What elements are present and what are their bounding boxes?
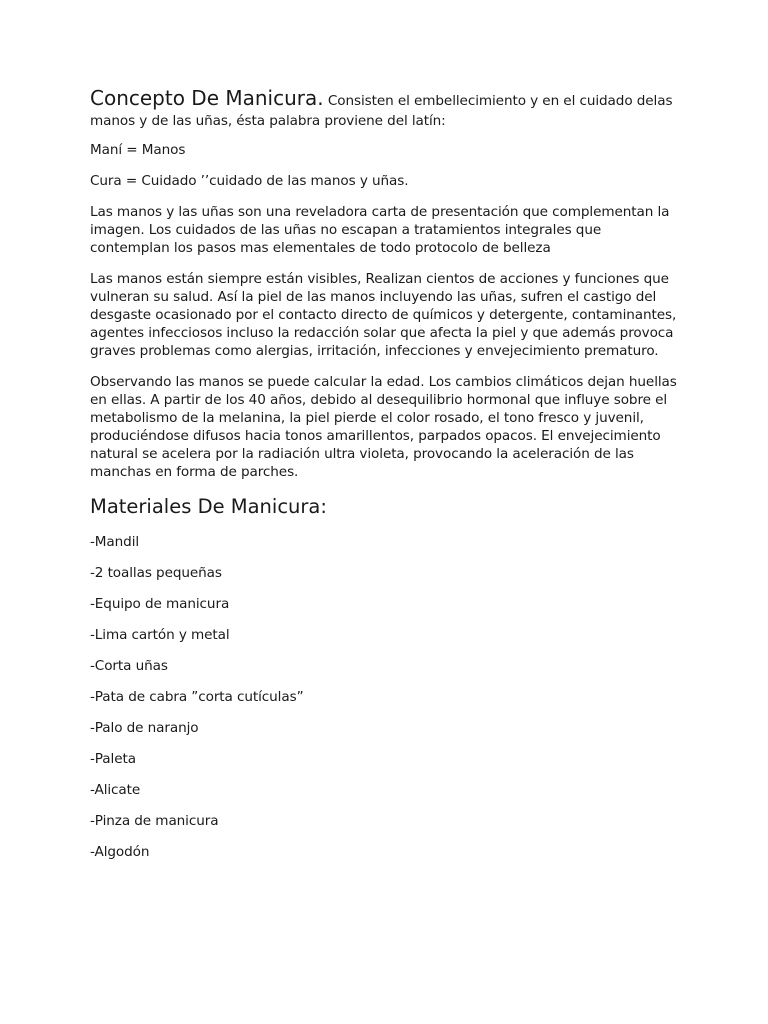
definition-mani: Maní = Manos (90, 142, 186, 158)
list-item: -Lima cartón y metal (90, 627, 230, 643)
materials-heading (90, 495, 680, 519)
definition-cura: Cura = Cuidado ’’cuidado de las manos y uñas. (90, 173, 409, 189)
materials-heading-colon: : (320, 495, 327, 518)
intro-text: Consisten el embellecimiento y en el cuidado delas manos y de las uñas, ésta palabra proviene del latín: (90, 93, 673, 129)
list-item: -Corta uñas (90, 658, 168, 674)
paragraph-presentation: Las manos y las uñas son una reveladora carta de presentación que complementan la imagen. Los cuidados de las uñas no escapan a tratamientos integrales que contemplan los pasos mas elementales de todo protocolo de belleza (90, 204, 670, 256)
list-item: -Algodón (90, 844, 150, 860)
paragraph-visibility: Las manos están siempre están visibles, Realizan cientos de acciones y funciones que vulneran su salud. Así la piel de las manos incluyendo las uñas, sufren el castigo del desgaste ocasionado por el contacto directo de químicos y detergente, contaminantes, agentes infecciosos incluso la redacción solar que afecta la piel y que además provoca graves problemas como alergias, irritación, infecciones y envejecimiento prematuro. (90, 271, 677, 359)
materials-heading-text: Materiales De Manicura (90, 495, 321, 518)
intro-heading: Concepto De Manicura. (90, 86, 324, 110)
paragraph-aging: Observando las manos se puede calcular la edad. Los cambios climáticos dejan huellas en ellas. A partir de los 40 años, debido al desequilibrio hormonal que influye sobre el metabolismo de la melanina, la piel pierde el color rosado, el tono fresco y juvenil, produciéndose difusos hacia tonos amarillentos, parpados opacos. El envejecimiento natural se acelera por la radiación ultra violeta, provocando la aceleración de las manchas en forma de parches. (90, 374, 677, 480)
list-item: -Pinza de manicura (90, 813, 219, 829)
document-page (90, 88, 680, 874)
list-item: -Alicate (90, 782, 141, 798)
list-item: -Paleta (90, 751, 136, 767)
list-item: -2 toallas pequeñas (90, 565, 222, 581)
list-item: -Equipo de manicura (90, 596, 230, 612)
intro-paragraph (90, 88, 680, 131)
list-item: -Palo de naranjo (90, 720, 199, 736)
materials-list (90, 533, 680, 861)
list-item: -Mandil (90, 534, 140, 550)
list-item: -Pata de cabra ”corta cutículas” (90, 689, 304, 705)
